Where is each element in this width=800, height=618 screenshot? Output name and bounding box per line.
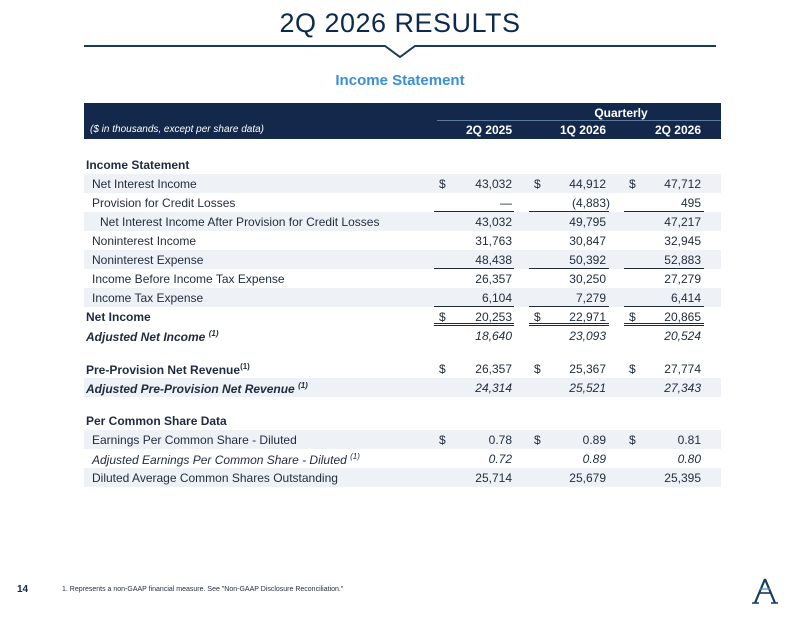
dollar-sign: $ [439, 433, 446, 447]
value-cell: 30,250 [569, 272, 606, 286]
page-number: 14 [17, 584, 29, 595]
value-cell: 27,279 [664, 272, 701, 286]
value-cell: 52,883 [664, 253, 701, 267]
table-column-header [84, 121, 721, 139]
value-cell: 32,945 [664, 234, 701, 248]
value-cell: 0.89 [582, 433, 606, 447]
row-label: Net Interest Income [92, 177, 197, 191]
footnote-marker: (1) [298, 381, 308, 390]
value-cell: 20,253 [475, 310, 512, 324]
footnote-marker: (1) [350, 452, 360, 461]
dollar-sign: $ [534, 177, 541, 191]
row-label [86, 362, 250, 377]
table-row [84, 288, 721, 307]
row-label-text: Adjusted Pre-Provision Net Revenue [86, 382, 295, 396]
row-label: Net Interest Income After Provision for Credit Losses [100, 215, 380, 229]
table-row [84, 326, 721, 345]
table-row [84, 307, 721, 326]
value-cell: 30,847 [569, 234, 606, 248]
row-label: Net Income [86, 310, 151, 324]
value-cell: 47,217 [664, 215, 701, 229]
row-label-text: Pre-Provision Net Revenue [86, 363, 241, 377]
slide-subtitle: Income Statement [335, 72, 465, 89]
dollar-sign: $ [439, 362, 446, 376]
row-label-text: Adjusted Net Income [86, 330, 206, 344]
footnote: 1. Represents a non-GAAP financial measure. See "Non-GAAP Disclosure Reconciliation." [62, 586, 344, 593]
table-row [84, 378, 721, 397]
section-heading-row [84, 411, 721, 430]
table-row [84, 231, 721, 250]
slide-title: 2Q 2026 RESULTS [279, 8, 521, 38]
value-cell: 48,438 [475, 253, 512, 267]
dollar-sign: $ [439, 177, 446, 191]
dollar-sign: $ [534, 310, 541, 324]
value-cell: 0.89 [582, 452, 606, 466]
value-cell: 44,912 [569, 177, 606, 191]
value-cell: 6,104 [481, 291, 512, 305]
value-cell: — [500, 196, 512, 210]
table-row [84, 430, 721, 449]
value-cell: 7,279 [575, 291, 606, 305]
footnote-marker: (1) [240, 362, 250, 371]
company-logo [750, 577, 780, 610]
table-row [84, 269, 721, 288]
table-row [84, 174, 721, 193]
value-cell: (4,883) [571, 196, 610, 210]
value-cell: 18,640 [475, 329, 512, 343]
value-cell: 27,343 [664, 381, 701, 395]
column-header: 2Q 2026 [654, 123, 701, 137]
row-label [86, 329, 218, 344]
quarterly-label: Quarterly [594, 106, 648, 120]
value-cell: 0.78 [488, 433, 512, 447]
row-label: Earnings Per Common Share - Diluted [92, 433, 297, 447]
row-label-text: Adjusted Earnings Per Common Share - Diluted [92, 453, 347, 467]
row-label: Diluted Average Common Shares Outstanding [92, 471, 338, 485]
column-header: 1Q 2026 [559, 123, 606, 137]
value-cell: 49,795 [569, 215, 606, 229]
value-cell: 26,357 [475, 272, 512, 286]
value-cell: 20,865 [664, 310, 701, 324]
value-cell: 25,521 [569, 381, 606, 395]
dollar-sign: $ [439, 310, 446, 324]
value-cell: 26,357 [475, 362, 512, 376]
value-cell: 27,774 [664, 362, 701, 376]
table-row [84, 250, 721, 269]
dollar-sign: $ [629, 177, 636, 191]
row-label [86, 381, 308, 396]
section-heading: Per Common Share Data [86, 414, 227, 428]
value-cell: 24,314 [475, 381, 512, 395]
value-cell: 25,395 [664, 471, 701, 485]
dollar-sign: $ [629, 433, 636, 447]
value-cell: 31,763 [475, 234, 512, 248]
row-label: Income Tax Expense [92, 291, 204, 305]
table-row [84, 359, 721, 378]
dollar-sign: $ [534, 362, 541, 376]
row-label: Income Before Income Tax Expense [92, 272, 285, 286]
table-row [84, 449, 721, 468]
table-row [84, 212, 721, 231]
dollar-sign: $ [629, 310, 636, 324]
value-cell: 43,032 [475, 177, 512, 191]
row-label: Noninterest Income [92, 234, 197, 248]
value-cell: 25,714 [475, 471, 512, 485]
value-cell: 25,367 [569, 362, 606, 376]
footnote-marker: (1) [208, 329, 219, 338]
value-cell: 47,712 [664, 177, 701, 191]
value-cell: 0.81 [677, 433, 701, 447]
units-note: ($ in thousands, except per share data) [90, 124, 264, 135]
dollar-sign: $ [629, 362, 636, 376]
value-cell: 0.80 [677, 452, 701, 466]
value-cell: 20,524 [664, 329, 701, 343]
table-row [84, 193, 721, 212]
section-heading: Income Statement [86, 158, 190, 172]
value-cell: 22,971 [569, 310, 606, 324]
dollar-sign: $ [534, 433, 541, 447]
value-cell: 0.72 [488, 452, 512, 466]
value-cell: 50,392 [569, 253, 606, 267]
row-label [92, 452, 360, 467]
value-cell: 495 [680, 196, 701, 210]
column-header: 2Q 2025 [465, 123, 512, 137]
section-heading-row [84, 155, 721, 174]
value-cell: 25,679 [569, 471, 606, 485]
value-cell: 23,093 [569, 329, 606, 343]
value-cell: 6,414 [670, 291, 701, 305]
table-row [84, 468, 721, 487]
row-label: Provision for Credit Losses [92, 196, 236, 210]
value-cell: 43,032 [475, 215, 512, 229]
title-divider [0, 38, 800, 58]
row-label: Noninterest Expense [92, 253, 204, 267]
table-group-header [84, 103, 721, 122]
